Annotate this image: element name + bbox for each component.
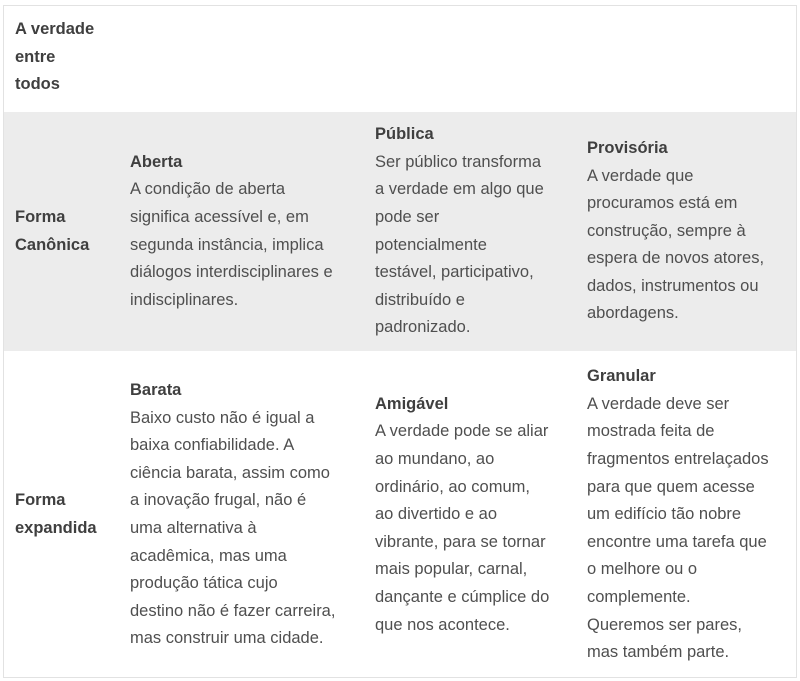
table-cell-amigavel [375, 351, 583, 678]
cell-text [130, 405, 365, 653]
cell-text-line: A verdade pode se aliar [375, 422, 549, 441]
cell-text-line: ordinário, ao comum, [375, 477, 530, 496]
cell-text-line: dados, instrumentos ou [587, 276, 759, 295]
cell-text-line: A condição de aberta [130, 180, 286, 199]
cell-text-line: ao divertido e ao [375, 505, 498, 524]
cell-text-line: ao mundano, ao [375, 450, 495, 469]
cell-text [587, 163, 792, 329]
cell-text-line: acadêmica, mas uma [130, 546, 287, 565]
table-cell-barata [130, 351, 365, 678]
table-corner-heading [15, 6, 127, 112]
cell-text-line: construção, sempre à [587, 221, 746, 240]
cell-text-line: Ser público transforma [375, 152, 541, 171]
cell-text-line: distribuído e [375, 290, 465, 309]
table-header-row [4, 6, 796, 112]
row-header [15, 351, 127, 678]
cell-text-line: destino não é fazer carreira, [130, 601, 336, 620]
cell-text-line: um edifício tão nobre [587, 505, 742, 524]
cell-text-line: potencialmente [375, 235, 487, 254]
cell-text-line: significa acessível e, em [130, 207, 309, 226]
cell-text-line: uma alternativa à [130, 519, 257, 537]
cell-text [130, 176, 365, 314]
cell-title: Amigável [375, 394, 449, 413]
cell-text-line: abordagens. [587, 304, 679, 323]
cell-text-line: a verdade em algo que [375, 180, 544, 199]
cell-text-line: Queremos ser pares, [587, 615, 742, 634]
cell-text-line: vibrante, para se tornar [375, 532, 546, 551]
row-header-line: Forma [15, 207, 66, 226]
row-header-line: expandida [15, 519, 97, 537]
cell-text-line: mas construir uma cidade. [130, 629, 324, 648]
cell-text-line: para que quem acesse [587, 477, 755, 496]
corner-heading-line: A verdade [15, 20, 95, 38]
cell-text-line: a inovação frugal, não é [130, 491, 307, 510]
cell-text [375, 418, 583, 639]
row-header-line: Canônica [15, 235, 90, 254]
table-cell-granular [587, 351, 792, 678]
cell-text-line: mas também parte. [587, 643, 730, 662]
cell-text-line: baixa confiabilidade. A [130, 436, 295, 455]
cell-text-line: espera de novos atores, [587, 249, 765, 268]
cell-text-line: procuramos está em [587, 194, 738, 213]
cell-text [375, 149, 583, 342]
table-cell-aberta [130, 112, 365, 351]
cell-title: Barata [130, 381, 182, 400]
cell-text-line: complemente. [587, 587, 691, 606]
table-cell-provisoria [587, 112, 792, 351]
cell-text-line: produção tática cujo [130, 574, 278, 593]
cell-text-line: padronizado. [375, 318, 471, 337]
cell-text-line: A verdade deve ser [587, 394, 730, 413]
cell-text-line: ciência barata, assim como [130, 463, 330, 482]
cell-text [587, 391, 792, 667]
cell-title: Pública [375, 125, 434, 144]
cell-text-line: fragmentos entrelaçados [587, 450, 769, 469]
cell-text-line: mostrada feita de [587, 422, 715, 441]
cell-title: Aberta [130, 152, 183, 171]
row-header [15, 112, 127, 351]
cell-text-line: mais popular, carnal, [375, 560, 528, 579]
cell-text-line: encontre uma tarefa que [587, 532, 767, 551]
cell-title: Granular [587, 367, 656, 386]
cell-text-line: o melhore ou o [587, 560, 698, 579]
cell-text-line: dançante e cúmplice do [375, 587, 550, 606]
cell-text-line: segunda instância, implica [130, 235, 324, 254]
table-row-forma-canonica [4, 112, 796, 351]
corner-heading-line: entre [15, 47, 56, 66]
cell-title: Provisória [587, 138, 668, 157]
cell-text-line: Baixo custo não é igual a [130, 408, 315, 427]
corner-heading-line: todos [15, 75, 60, 94]
table-row-forma-expandida [4, 351, 796, 678]
cell-text-line: indisciplinares. [130, 290, 239, 309]
table-cell-publica [375, 112, 583, 351]
cell-text-line: A verdade que [587, 166, 694, 185]
cell-text-line: diálogos interdisciplinares e [130, 263, 333, 282]
row-header-line: Forma [15, 491, 66, 510]
cell-text-line: que nos acontece. [375, 615, 510, 634]
cell-text-line: pode ser [375, 207, 440, 226]
cell-text-line: testável, participativo, [375, 263, 534, 282]
truth-forms-table [3, 5, 797, 678]
